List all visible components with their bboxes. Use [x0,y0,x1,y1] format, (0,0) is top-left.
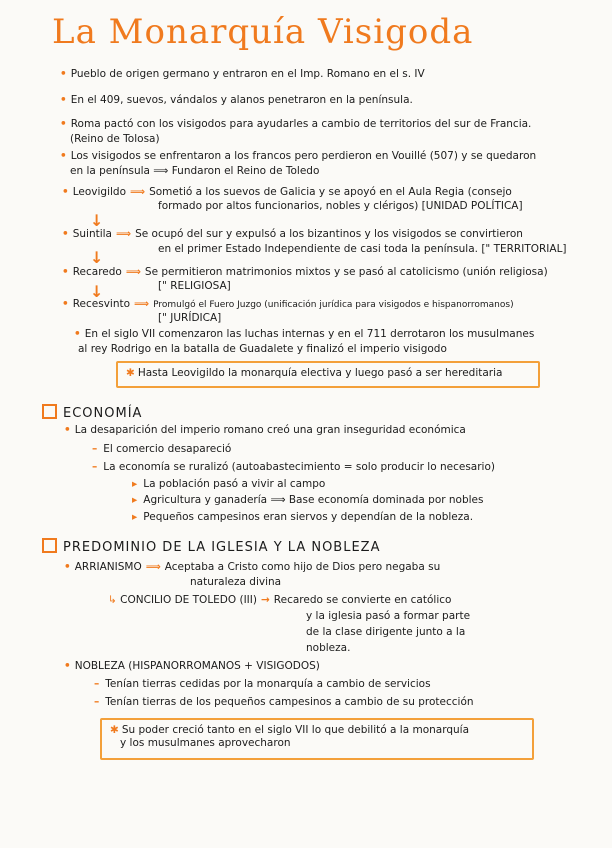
end-line-2: al rey Rodrigo en la batalla de Guadalete y finalizó el imperio visigodo [78,343,447,355]
note-box-monarchy: ✱ Hasta Leovigildo la monarquía electiva y luego pasó a ser hereditaria [116,361,540,388]
nobleza-dash-2: – Tenían tierras de los pequeños campesinos a cambio de su protección [94,696,474,708]
nobleza-dash-1: – Tenían tierras cedidas por la monarquía a cambio de servicios [94,678,431,690]
down-arrow-icon: ↓ [90,248,104,267]
economy-line-1: • La desaparición del imperio romano creó una gran inseguridad económica [64,424,466,436]
down-arrow-icon: ↓ [90,211,104,230]
nobleza-line: • NOBLEZA (HISPANORROMANOS + VISIGODOS) [64,660,320,672]
note2-line-2: y los musulmanes aprovecharon [120,737,291,749]
king-suintila: • Suintila ⟹ Se ocupó del sur y expulsó a los bizantinos y los visigodos se convirtieron [62,228,523,240]
note2-line-1: ✱ Su poder creció tanto en el siglo VII lo que debilitó a la monarquía [110,724,470,736]
note-box-nobility [100,718,534,760]
king-recesvinto-line2: [" JURÍDICA] [158,312,222,324]
concilio-line-1: ↳ CONCILIO DE TOLEDO (III) → Recaredo se convierte en católico [108,594,452,606]
checkbox-icon [42,538,57,553]
king-leovigildo: • Leovigildo ⟹ Sometió a los suevos de Galicia y se apoyó en el Aula Regia (consejo [62,186,512,198]
concilio-line-4: nobleza. [306,642,351,654]
arrianismo-line-1: • ARRIANISMO ⟹ Aceptaba a Cristo como hijo de Dios pero negaba su [64,561,441,573]
page-title: La Monarquía Visigoda [52,12,474,52]
economy-dash-1: – El comercio desapareció [92,443,232,455]
king-recaredo-line2: [" RELIGIOSA] [158,280,231,292]
economy-sub-3: ▸ Pequeños campesinos eran siervos y dependían de la nobleza. [132,511,474,523]
intro-line-5: • Los visigodos se enfrentaron a los francos pero perdieron en Vouillé (507) y se quedaron [60,150,537,162]
concilio-line-3: de la clase dirigente junto a la [306,626,466,638]
asterisk-icon: ✱ [110,724,119,736]
intro-line-3: • Roma pactó con los visigodos para ayudarles a cambio de territorios del sur de Francia. [60,118,532,130]
down-arrow-icon: ↓ [90,282,104,301]
end-line-1: • En el siglo VII comenzaron las luchas internas y en el 711 derrotaron los musulmanes [74,328,535,340]
asterisk-icon: ✱ [126,367,135,379]
intro-line-4: (Reino de Tolosa) [70,133,160,145]
section-heading-economy: ECONOMÍA [42,404,142,421]
arrianismo-line-2: naturaleza divina [190,576,282,588]
intro-line-6: en la península ⟹ Fundaron el Reino de Toledo [70,165,320,177]
king-recaredo: • Recaredo ⟹ Se permitieron matrimonios mixtos y se pasó al catolicismo (unión religiosa) [62,266,548,278]
king-leovigildo-line2: formado por altos funcionarios, nobles y clérigos) [UNIDAD POLÍTICA] [158,200,523,212]
intro-line-1: • Pueblo de origen germano y entraron en el Imp. Romano en el s. IV [60,68,425,80]
intro-line-2: • En el 409, suevos, vándalos y alanos penetraron en la península. [60,94,413,106]
king-suintila-line2: en el primer Estado Independiente de casi toda la península. [" TERRITORIAL] [158,243,567,255]
corner-arrow-icon: ↳ [108,594,117,606]
king-recesvinto: • Recesvinto ⟹ Promulgó el Fuero Juzgo (unificación jurídica para visigodos e hispanorromanos) [62,298,514,310]
checkbox-icon [42,404,57,419]
economy-sub-2: ▸ Agricultura y ganadería ⟹ Base economía dominada por nobles [132,494,484,506]
section-heading-church: PREDOMINIO DE LA IGLESIA Y LA NOBLEZA [42,538,380,555]
concilio-line-2: y la iglesia pasó a formar parte [306,610,471,622]
economy-sub-1: ▸ La población pasó a vivir al campo [132,478,326,490]
economy-dash-2: – La economía se ruralizó (autoabastecimiento = solo producir lo necesario) [92,461,495,473]
